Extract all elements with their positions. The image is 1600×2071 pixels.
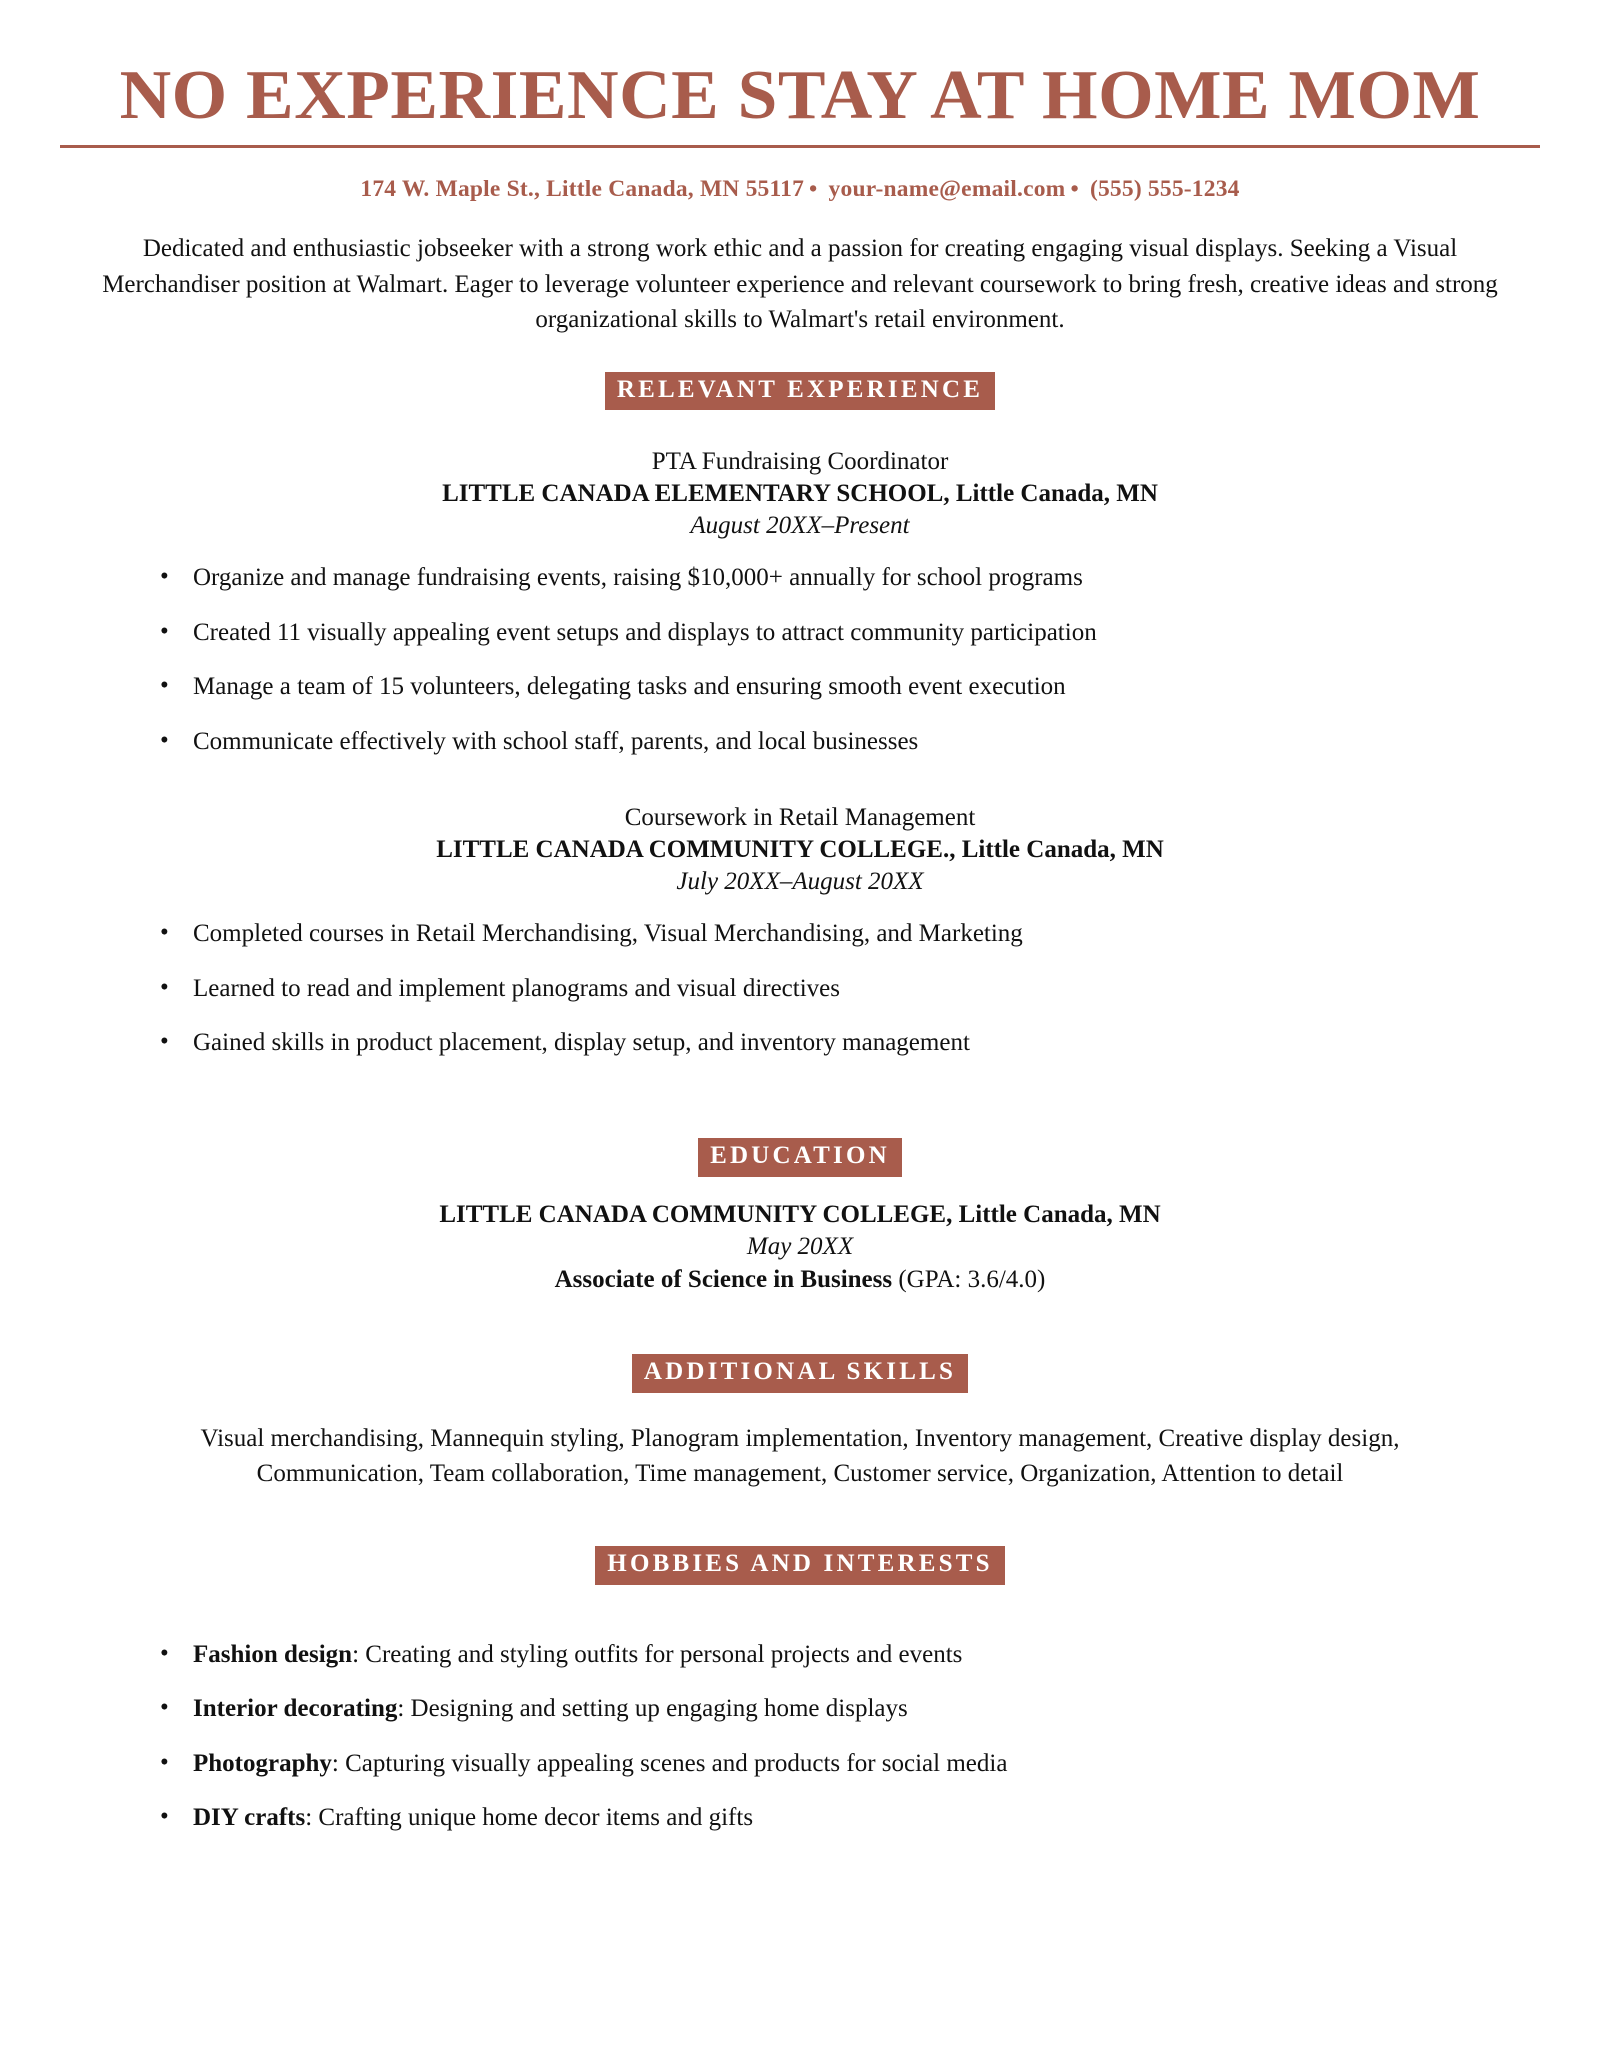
contact-line [60, 176, 1540, 203]
section-relevant-experience [60, 372, 1540, 1060]
professional-summary: Dedicated and enthusiastic jobseeker with a strong work ethic and a passion for creating engaging visual displays. Seeking a Visual Merchandiser position at Walmart. Eager to leverage volunteer experience and relevant coursework to bring fresh, creative ideas and strong organizational skills to Walmart's retail environment. [102, 235, 1498, 333]
section-heading-badge: ADDITIONAL SKILLS [632, 1354, 968, 1393]
header-divider [60, 145, 1540, 148]
experience-entry [60, 446, 1540, 542]
education-school: LITTLE CANADA COMMUNITY COLLEGE, Little Canada, MN [439, 1200, 1161, 1228]
list-item: • Communicate effectively with school staff, parents, and local businesses [60, 726, 1540, 759]
experience-dates: July 20XX–August 20XX [676, 868, 924, 896]
section-heading-experience [60, 372, 1540, 411]
section-hobbies-and-interests [60, 1546, 1540, 1835]
hobby-term: DIY crafts [193, 1804, 306, 1831]
contact-address: 174 W. Maple St., Little Canada, MN 55117 [360, 176, 805, 202]
hobby-description: : Creating and styling outfits for personal projects and events [352, 1640, 963, 1668]
experience-role: Coursework in Retail Management [624, 804, 976, 832]
experience-bullet-list [60, 918, 1540, 1060]
section-additional-skills [60, 1354, 1540, 1492]
section-heading-badge: RELEVANT EXPERIENCE [605, 372, 995, 411]
hobbies-bullet-list [60, 1639, 1540, 1835]
hobby-description: : Designing and setting up engaging home displays [397, 1695, 908, 1722]
section-heading-badge: EDUCATION [698, 1138, 902, 1177]
hobby-term: Fashion design [193, 1640, 353, 1668]
hobby-description: : Capturing visually appealing scenes and products for social media [331, 1749, 1008, 1777]
list-item [60, 1639, 1540, 1672]
list-item: • Manage a team of 15 volunteers, delegating tasks and ensuring smooth event execution [60, 671, 1540, 704]
section-heading-education [60, 1138, 1540, 1177]
list-item: • Gained skills in product placement, display setup, and inventory management [60, 1027, 1540, 1060]
list-item [60, 1748, 1540, 1781]
hobby-term: Interior decorating [193, 1695, 398, 1722]
education-gpa: (GPA: 3.6/4.0) [892, 1265, 1046, 1293]
section-heading-skills [60, 1354, 1540, 1393]
education-date: May 20XX [746, 1233, 854, 1260]
contact-email[interactable]: your-name@email.com [828, 176, 1066, 202]
experience-role: PTA Fundraising Coordinator [651, 448, 949, 476]
contact-separator-2: • [1070, 176, 1079, 202]
section-education [60, 1138, 1540, 1296]
list-item: • Created 11 visually appealing event setups and displays to attract community participation [60, 617, 1540, 650]
section-heading-badge: HOBBIES AND INTERESTS [595, 1546, 1004, 1585]
contact-separator-1: • [809, 176, 818, 202]
education-entry [60, 1199, 1540, 1297]
list-item: • Learned to read and implement planograms and visual directives [60, 973, 1540, 1006]
list-item [60, 1693, 1540, 1726]
list-item: • Completed courses in Retail Merchandising, Visual Merchandising, and Marketing [60, 918, 1540, 951]
section-heading-hobbies [60, 1546, 1540, 1585]
skills-text: Visual merchandising, Mannequin styling, Planogram implementation, Inventory management, Creative display design, Communication, Team collaboration, Time management, Customer service, Organization, Attention to detail [200, 1424, 1400, 1488]
experience-entry [60, 802, 1540, 898]
experience-bullet-list [60, 562, 1540, 758]
page-title: NO EXPERIENCE STAY AT HOME MOM [119, 57, 1481, 134]
list-item [60, 1802, 1540, 1835]
experience-dates: August 20XX–Present [690, 512, 910, 540]
list-item: • Organize and manage fundraising events, raising $10,000+ annually for school programs [60, 562, 1540, 595]
contact-phone[interactable]: (555) 555-1234 [1089, 176, 1240, 202]
experience-organization: LITTLE CANADA COMMUNITY COLLEGE., Little Canada, MN [436, 836, 1164, 864]
education-degree-line [60, 1264, 1540, 1297]
hobby-term: Photography [193, 1749, 332, 1777]
experience-organization: LITTLE CANADA ELEMENTARY SCHOOL, Little Canada, MN [442, 480, 1158, 508]
education-degree: Associate of Science in Business [554, 1265, 893, 1293]
hobby-description: : Crafting unique home decor items and gifts [305, 1804, 754, 1831]
